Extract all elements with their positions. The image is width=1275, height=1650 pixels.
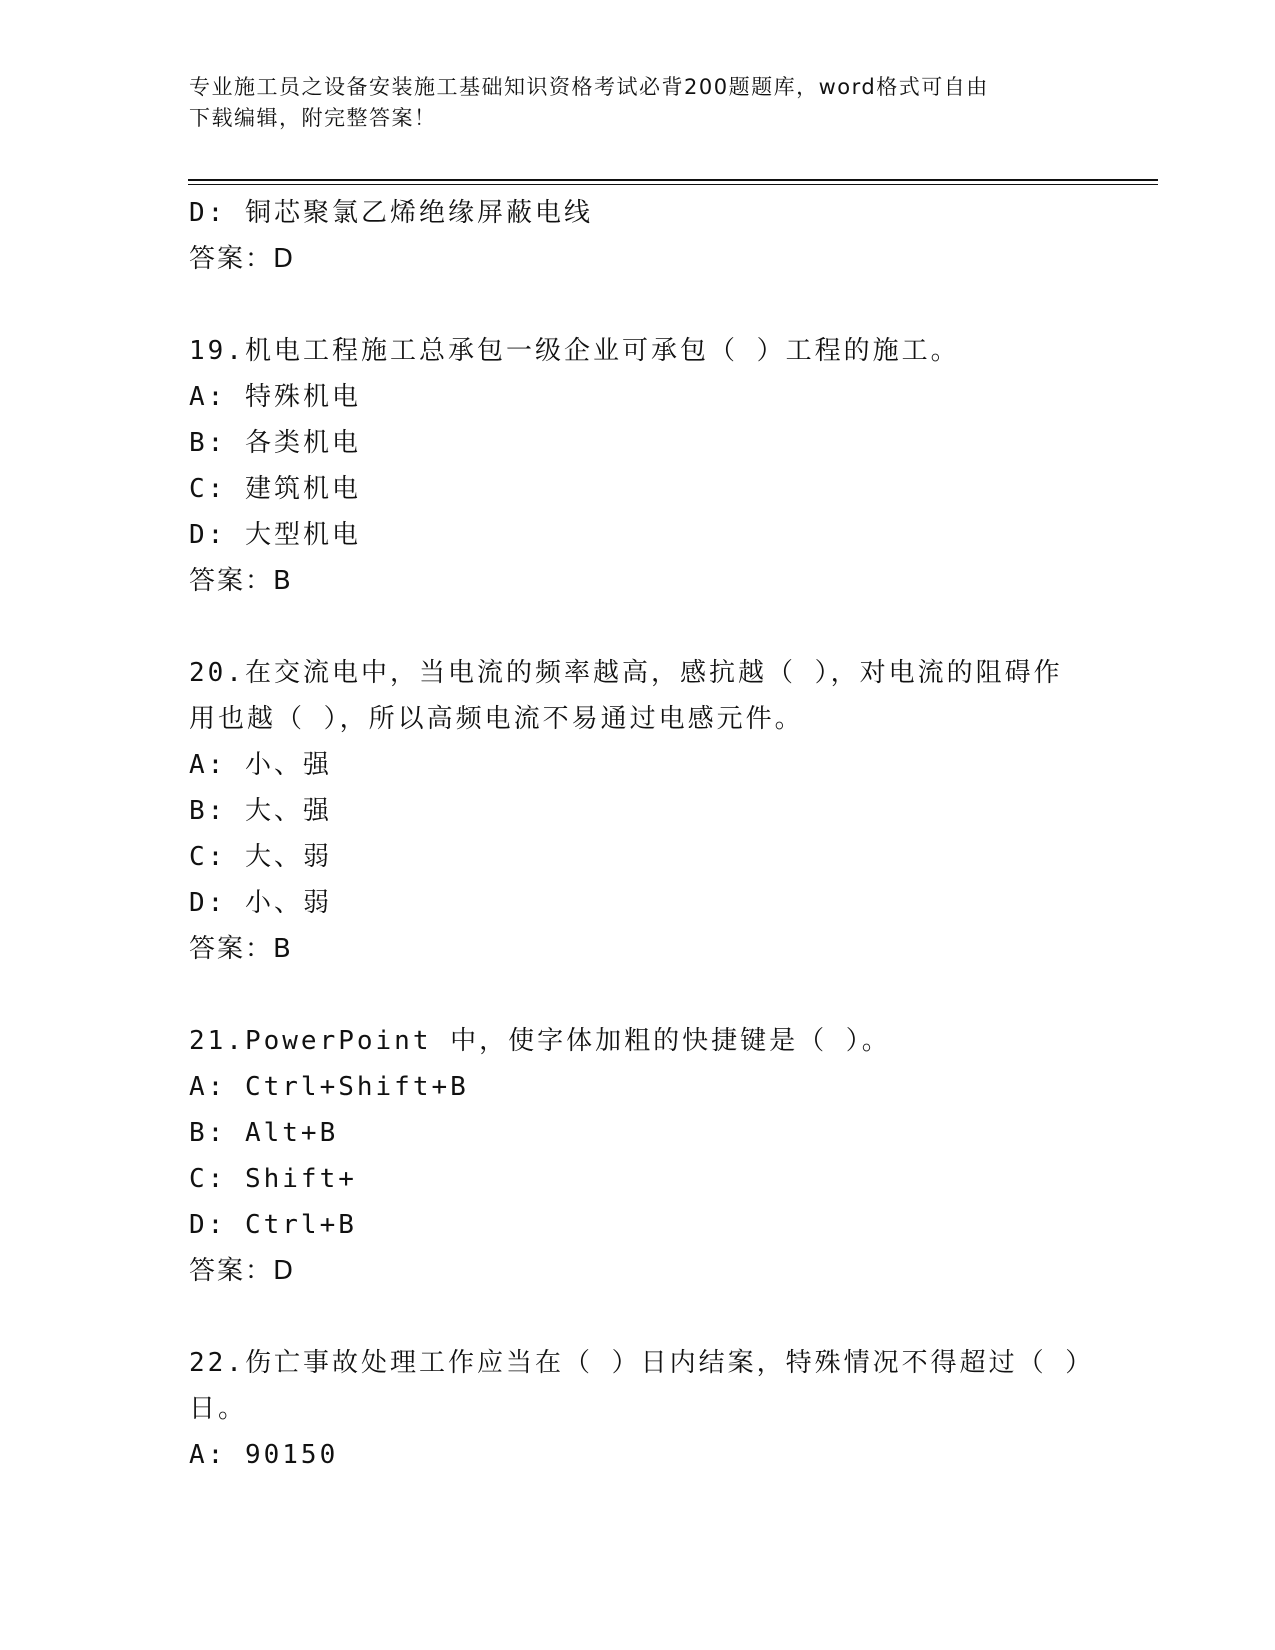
option-b: B: 大、强 <box>189 796 332 826</box>
option-c: C: 建筑机电 <box>189 474 361 504</box>
option-c: C: 大、弱 <box>189 842 332 872</box>
spacer <box>189 1294 1089 1340</box>
question-list <box>189 190 1095 1478</box>
answer-line: 答案：D <box>189 244 296 274</box>
answer-line: 答案：B <box>189 934 293 964</box>
option-b: B: Alt+B <box>189 1118 339 1148</box>
option-d: D: 铜芯聚氯乙烯绝缘屏蔽电线 <box>189 198 593 228</box>
question-19 <box>189 328 1089 604</box>
spacer <box>189 282 1089 328</box>
question-20 <box>189 650 1089 972</box>
option-b: B: 各类机电 <box>189 428 361 458</box>
option-a: A: Ctrl+Shift+B <box>189 1072 469 1102</box>
question-text-line-1: 20.在交流电中，当电流的频率越高，感抗越（ ），对电流的阻碍作 <box>189 658 1063 688</box>
spacer <box>189 604 1089 650</box>
spacer <box>189 972 1089 1018</box>
option-d: D: Ctrl+B <box>189 1210 357 1240</box>
option-d: D: 大型机电 <box>189 520 361 550</box>
option-c: C: Shift+ <box>189 1164 357 1194</box>
option-a: A: 特殊机电 <box>189 382 361 412</box>
question-text: 21.PowerPoint 中，使字体加粗的快捷键是（ ）。 <box>189 1026 891 1056</box>
option-a: A: 90150 <box>189 1440 339 1470</box>
question-text-line-1: 22.伤亡事故处理工作应当在（ ）日内结案，特殊情况不得超过（ ） <box>189 1348 1095 1378</box>
question-22 <box>189 1340 1095 1478</box>
header-rule-thick <box>188 179 1158 181</box>
answer-line: 答案：B <box>189 566 293 596</box>
header-line-2: 下载编辑，附完整答案！ <box>189 106 437 130</box>
question-text: 19.机电工程施工总承包一级企业可承包（ ）工程的施工。 <box>189 336 960 366</box>
page-header <box>189 72 1089 134</box>
question-text-line-2: 日。 <box>189 1394 248 1424</box>
question-text-line-2: 用也越（ ），所以高频电流不易通过电感元件。 <box>189 704 804 734</box>
option-d: D: 小、弱 <box>189 888 332 918</box>
option-a: A: 小、强 <box>189 750 332 780</box>
question-21 <box>189 1018 1089 1294</box>
header-rule-thin <box>188 184 1158 185</box>
answer-line: 答案：D <box>189 1256 296 1286</box>
question-18-tail <box>189 190 1089 282</box>
header-line-1: 专业施工员之设备安装施工基础知识资格考试必背200题题库，word格式可自由 <box>189 75 989 99</box>
